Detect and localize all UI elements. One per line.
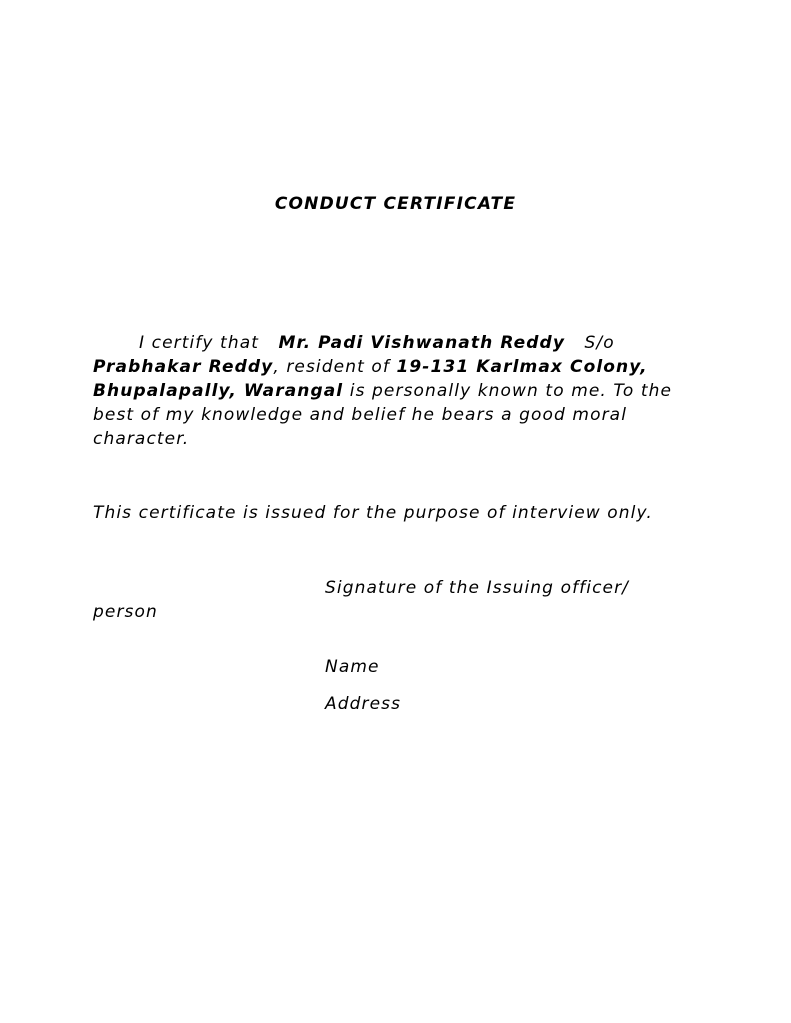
purpose-statement: This certificate is issued for the purpose of interview only. bbox=[93, 503, 653, 523]
signature-line-continued: person bbox=[93, 602, 158, 622]
certificate-title: CONDUCT CERTIFICATE bbox=[274, 194, 517, 214]
signature-line: Signature of the Issuing officer/ bbox=[325, 578, 629, 598]
body-intro: I certify that bbox=[139, 333, 259, 353]
body-closing: is personally known to me. To the best of my knowledge and belief he bears a good moral character. bbox=[93, 381, 673, 449]
person-name: Mr. Padi Vishwanath Reddy bbox=[278, 333, 566, 353]
father-name: Prabhakar Reddy bbox=[93, 357, 274, 377]
address-label: Address bbox=[325, 694, 402, 714]
certificate-body bbox=[93, 331, 697, 451]
resident-address: 19-131 Karlmax Colony, Bhupalapally, Warangal bbox=[93, 357, 648, 401]
relation-text: S/o bbox=[584, 333, 615, 353]
resident-text: , resident of bbox=[273, 357, 390, 377]
name-label: Name bbox=[325, 657, 380, 677]
